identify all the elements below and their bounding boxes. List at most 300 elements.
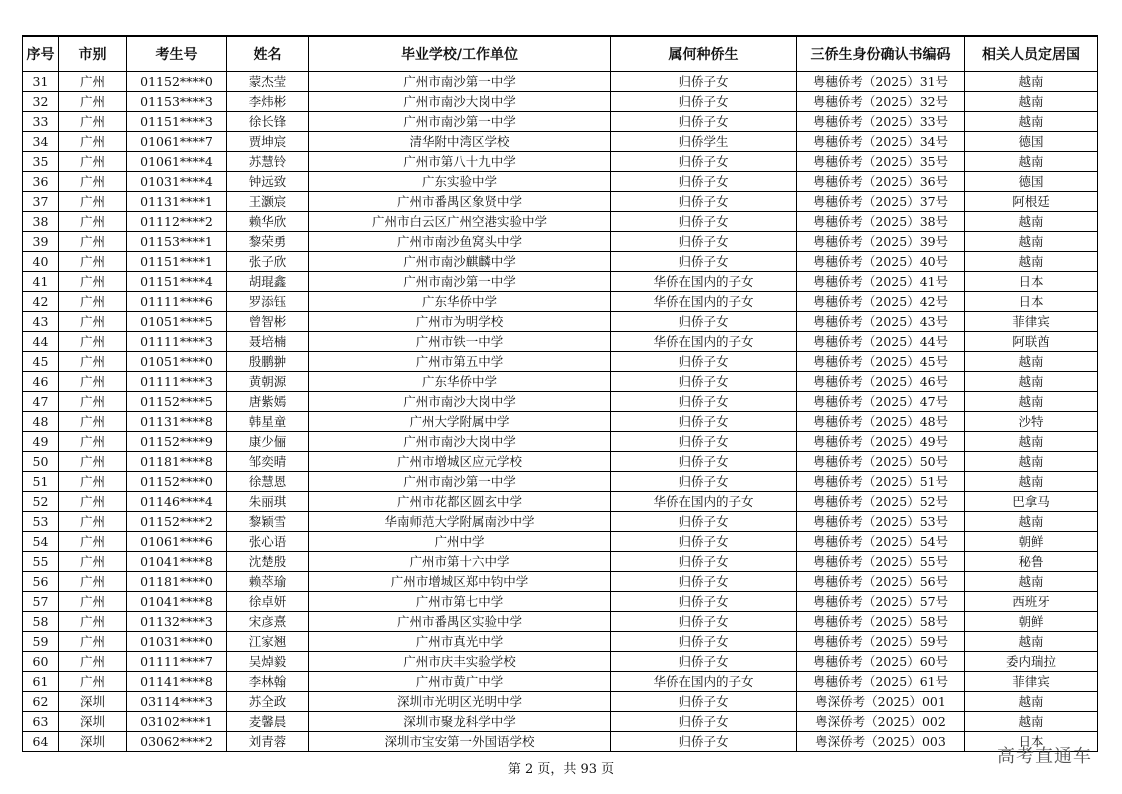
table-row bbox=[23, 592, 1098, 612]
cell-settled-country: 朝鲜 bbox=[965, 612, 1098, 632]
cell-school: 广州大学附属中学 bbox=[309, 412, 611, 432]
cell-certificate-code: 粤穗侨考（2025）60号 bbox=[797, 652, 965, 672]
cell-name: 吴焯毅 bbox=[227, 652, 309, 672]
cell-school: 广州市南沙第一中学 bbox=[309, 112, 611, 132]
table-row bbox=[23, 112, 1098, 132]
cell-candidate-number: 01151****4 bbox=[127, 272, 227, 292]
cell-overseas-type: 归侨子女 bbox=[611, 632, 797, 652]
cell-overseas-type: 归侨子女 bbox=[611, 72, 797, 92]
cell-candidate-number: 01111****3 bbox=[127, 372, 227, 392]
cell-certificate-code: 粤穗侨考（2025）49号 bbox=[797, 432, 965, 452]
cell-candidate-number: 03114****3 bbox=[127, 692, 227, 712]
cell-candidate-number: 01152****2 bbox=[127, 512, 227, 532]
cell-overseas-type: 归侨子女 bbox=[611, 412, 797, 432]
cell-certificate-code: 粤穗侨考（2025）52号 bbox=[797, 492, 965, 512]
cell-school: 广州市第十六中学 bbox=[309, 552, 611, 572]
cell-school: 广州中学 bbox=[309, 532, 611, 552]
cell-settled-country: 越南 bbox=[965, 232, 1098, 252]
cell-name: 邹奕晴 bbox=[227, 452, 309, 472]
cell-settled-country: 阿联酋 bbox=[965, 332, 1098, 352]
table-row bbox=[23, 152, 1098, 172]
table-row bbox=[23, 212, 1098, 232]
cell-city: 广州 bbox=[59, 312, 127, 332]
cell-candidate-number: 01041****8 bbox=[127, 592, 227, 612]
table-row bbox=[23, 672, 1098, 692]
cell-settled-country: 越南 bbox=[965, 92, 1098, 112]
cell-serial-number: 45 bbox=[23, 352, 59, 372]
cell-school: 广州市南沙大岗中学 bbox=[309, 392, 611, 412]
cell-name: 沈楚殷 bbox=[227, 552, 309, 572]
cell-certificate-code: 粤穗侨考（2025）40号 bbox=[797, 252, 965, 272]
cell-certificate-code: 粤穗侨考（2025）53号 bbox=[797, 512, 965, 532]
cell-city: 广州 bbox=[59, 572, 127, 592]
cell-overseas-type: 归侨子女 bbox=[611, 192, 797, 212]
cell-serial-number: 33 bbox=[23, 112, 59, 132]
cell-city: 广州 bbox=[59, 432, 127, 452]
cell-settled-country: 越南 bbox=[965, 392, 1098, 412]
cell-candidate-number: 01181****0 bbox=[127, 572, 227, 592]
table-row bbox=[23, 92, 1098, 112]
cell-city: 广州 bbox=[59, 172, 127, 192]
cell-candidate-number: 01061****4 bbox=[127, 152, 227, 172]
cell-settled-country: 越南 bbox=[965, 692, 1098, 712]
cell-serial-number: 58 bbox=[23, 612, 59, 632]
table-body bbox=[23, 72, 1098, 752]
cell-school: 广州市增城区郑中钧中学 bbox=[309, 572, 611, 592]
cell-city: 广州 bbox=[59, 292, 127, 312]
cell-name: 张子欣 bbox=[227, 252, 309, 272]
cell-serial-number: 52 bbox=[23, 492, 59, 512]
cell-city: 广州 bbox=[59, 472, 127, 492]
cell-candidate-number: 01041****8 bbox=[127, 552, 227, 572]
cell-certificate-code: 粤穗侨考（2025）58号 bbox=[797, 612, 965, 632]
cell-certificate-code: 粤穗侨考（2025）35号 bbox=[797, 152, 965, 172]
cell-serial-number: 57 bbox=[23, 592, 59, 612]
cell-certificate-code: 粤深侨考（2025）002 bbox=[797, 712, 965, 732]
cell-settled-country: 越南 bbox=[965, 572, 1098, 592]
cell-name: 黎荣勇 bbox=[227, 232, 309, 252]
table-row bbox=[23, 72, 1098, 92]
cell-name: 胡琨鑫 bbox=[227, 272, 309, 292]
table-row bbox=[23, 372, 1098, 392]
cell-certificate-code: 粤穗侨考（2025）43号 bbox=[797, 312, 965, 332]
table-row bbox=[23, 392, 1098, 412]
cell-school: 深圳市聚龙科学中学 bbox=[309, 712, 611, 732]
cell-name: 赖萃瑜 bbox=[227, 572, 309, 592]
cell-settled-country: 日本 bbox=[965, 732, 1098, 752]
cell-settled-country: 越南 bbox=[965, 252, 1098, 272]
cell-school: 广州市南沙第一中学 bbox=[309, 72, 611, 92]
cell-name: 蒙杰莹 bbox=[227, 72, 309, 92]
cell-school: 广州市南沙鱼窝头中学 bbox=[309, 232, 611, 252]
cell-school: 广东华侨中学 bbox=[309, 372, 611, 392]
cell-city: 广州 bbox=[59, 652, 127, 672]
cell-candidate-number: 03062****2 bbox=[127, 732, 227, 752]
cell-school: 清华附中湾区学校 bbox=[309, 132, 611, 152]
cell-school: 广州市真光中学 bbox=[309, 632, 611, 652]
table-row bbox=[23, 272, 1098, 292]
cell-candidate-number: 01112****2 bbox=[127, 212, 227, 232]
cell-certificate-code: 粤穗侨考（2025）32号 bbox=[797, 92, 965, 112]
header-settled-country: 相关人员定居国 bbox=[965, 36, 1098, 72]
cell-certificate-code: 粤穗侨考（2025）41号 bbox=[797, 272, 965, 292]
cell-settled-country: 越南 bbox=[965, 112, 1098, 132]
cell-school: 广州市白云区广州空港实验中学 bbox=[309, 212, 611, 232]
cell-certificate-code: 粤穗侨考（2025）44号 bbox=[797, 332, 965, 352]
table-row bbox=[23, 312, 1098, 332]
cell-settled-country: 德国 bbox=[965, 172, 1098, 192]
cell-certificate-code: 粤穗侨考（2025）55号 bbox=[797, 552, 965, 572]
cell-certificate-code: 粤穗侨考（2025）42号 bbox=[797, 292, 965, 312]
cell-settled-country: 日本 bbox=[965, 292, 1098, 312]
cell-school: 广州市花都区圆玄中学 bbox=[309, 492, 611, 512]
table-row bbox=[23, 332, 1098, 352]
cell-certificate-code: 粤穗侨考（2025）37号 bbox=[797, 192, 965, 212]
cell-name: 麦馨晨 bbox=[227, 712, 309, 732]
cell-serial-number: 48 bbox=[23, 412, 59, 432]
cell-school: 深圳市宝安第一外国语学校 bbox=[309, 732, 611, 752]
cell-name: 李炜彬 bbox=[227, 92, 309, 112]
cell-city: 广州 bbox=[59, 72, 127, 92]
table-row bbox=[23, 732, 1098, 752]
table-header-row bbox=[23, 36, 1098, 72]
cell-candidate-number: 01061****6 bbox=[127, 532, 227, 552]
cell-name: 聂培楠 bbox=[227, 332, 309, 352]
cell-certificate-code: 粤穗侨考（2025）33号 bbox=[797, 112, 965, 132]
cell-settled-country: 越南 bbox=[965, 632, 1098, 652]
cell-serial-number: 56 bbox=[23, 572, 59, 592]
cell-settled-country: 越南 bbox=[965, 352, 1098, 372]
cell-serial-number: 64 bbox=[23, 732, 59, 752]
cell-serial-number: 63 bbox=[23, 712, 59, 732]
cell-overseas-type: 归侨子女 bbox=[611, 352, 797, 372]
cell-name: 李林翰 bbox=[227, 672, 309, 692]
cell-overseas-type: 归侨子女 bbox=[611, 432, 797, 452]
cell-city: 广州 bbox=[59, 192, 127, 212]
cell-candidate-number: 01051****0 bbox=[127, 352, 227, 372]
cell-school: 广州市黄广中学 bbox=[309, 672, 611, 692]
overseas-chinese-students-table bbox=[22, 35, 1098, 752]
header-overseas-type: 属何种侨生 bbox=[611, 36, 797, 72]
cell-city: 广州 bbox=[59, 512, 127, 532]
cell-overseas-type: 归侨子女 bbox=[611, 712, 797, 732]
cell-name: 康少俪 bbox=[227, 432, 309, 452]
cell-name: 黎颖雪 bbox=[227, 512, 309, 532]
cell-candidate-number: 01131****1 bbox=[127, 192, 227, 212]
cell-overseas-type: 华侨在国内的子女 bbox=[611, 672, 797, 692]
cell-certificate-code: 粤穗侨考（2025）48号 bbox=[797, 412, 965, 432]
cell-city: 广州 bbox=[59, 272, 127, 292]
cell-overseas-type: 归侨子女 bbox=[611, 512, 797, 532]
cell-overseas-type: 归侨子女 bbox=[611, 232, 797, 252]
cell-settled-country: 菲律宾 bbox=[965, 672, 1098, 692]
header-name: 姓名 bbox=[227, 36, 309, 72]
cell-city: 广州 bbox=[59, 332, 127, 352]
cell-city: 广州 bbox=[59, 92, 127, 112]
table-row bbox=[23, 452, 1098, 472]
cell-settled-country: 沙特 bbox=[965, 412, 1098, 432]
cell-candidate-number: 01152****0 bbox=[127, 472, 227, 492]
cell-school: 广州市南沙大岗中学 bbox=[309, 92, 611, 112]
cell-overseas-type: 归侨子女 bbox=[611, 692, 797, 712]
table-row bbox=[23, 612, 1098, 632]
cell-city: 广州 bbox=[59, 492, 127, 512]
cell-school: 广东实验中学 bbox=[309, 172, 611, 192]
cell-city: 广州 bbox=[59, 592, 127, 612]
cell-overseas-type: 归侨学生 bbox=[611, 132, 797, 152]
cell-serial-number: 36 bbox=[23, 172, 59, 192]
cell-certificate-code: 粤深侨考（2025）001 bbox=[797, 692, 965, 712]
cell-candidate-number: 01152****5 bbox=[127, 392, 227, 412]
cell-city: 深圳 bbox=[59, 692, 127, 712]
cell-certificate-code: 粤穗侨考（2025）47号 bbox=[797, 392, 965, 412]
cell-serial-number: 41 bbox=[23, 272, 59, 292]
header-school: 毕业学校/工作单位 bbox=[309, 36, 611, 72]
cell-candidate-number: 01061****7 bbox=[127, 132, 227, 152]
cell-name: 王灏宸 bbox=[227, 192, 309, 212]
cell-city: 广州 bbox=[59, 632, 127, 652]
cell-overseas-type: 华侨在国内的子女 bbox=[611, 492, 797, 512]
cell-school: 广州市铁一中学 bbox=[309, 332, 611, 352]
cell-serial-number: 42 bbox=[23, 292, 59, 312]
cell-overseas-type: 归侨子女 bbox=[611, 112, 797, 132]
cell-overseas-type: 华侨在国内的子女 bbox=[611, 292, 797, 312]
cell-settled-country: 越南 bbox=[965, 712, 1098, 732]
cell-certificate-code: 粤穗侨考（2025）36号 bbox=[797, 172, 965, 192]
cell-serial-number: 59 bbox=[23, 632, 59, 652]
table-row bbox=[23, 192, 1098, 212]
table-row bbox=[23, 692, 1098, 712]
table-row bbox=[23, 552, 1098, 572]
cell-overseas-type: 归侨子女 bbox=[611, 612, 797, 632]
cell-candidate-number: 01151****3 bbox=[127, 112, 227, 132]
cell-overseas-type: 归侨子女 bbox=[611, 152, 797, 172]
table-row bbox=[23, 632, 1098, 652]
cell-name: 钟远致 bbox=[227, 172, 309, 192]
cell-settled-country: 秘鲁 bbox=[965, 552, 1098, 572]
table-row bbox=[23, 472, 1098, 492]
cell-candidate-number: 01181****8 bbox=[127, 452, 227, 472]
cell-candidate-number: 01131****8 bbox=[127, 412, 227, 432]
cell-city: 广州 bbox=[59, 392, 127, 412]
cell-school: 广州市第五中学 bbox=[309, 352, 611, 372]
table-row bbox=[23, 232, 1098, 252]
header-serial-number: 序号 bbox=[23, 36, 59, 72]
cell-name: 贾坤宸 bbox=[227, 132, 309, 152]
cell-city: 广州 bbox=[59, 232, 127, 252]
cell-serial-number: 34 bbox=[23, 132, 59, 152]
cell-overseas-type: 归侨子女 bbox=[611, 172, 797, 192]
cell-certificate-code: 粤深侨考（2025）003 bbox=[797, 732, 965, 752]
cell-name: 朱丽琪 bbox=[227, 492, 309, 512]
corner-watermark-text: 高考直通车 bbox=[997, 746, 1092, 767]
cell-name: 徐慧恩 bbox=[227, 472, 309, 492]
cell-school: 广州市南沙第一中学 bbox=[309, 472, 611, 492]
table-row bbox=[23, 352, 1098, 372]
cell-certificate-code: 粤穗侨考（2025）31号 bbox=[797, 72, 965, 92]
cell-name: 黄朝源 bbox=[227, 372, 309, 392]
cell-candidate-number: 01152****9 bbox=[127, 432, 227, 452]
cell-overseas-type: 归侨子女 bbox=[611, 92, 797, 112]
cell-certificate-code: 粤穗侨考（2025）50号 bbox=[797, 452, 965, 472]
cell-city: 广州 bbox=[59, 132, 127, 152]
cell-overseas-type: 华侨在国内的子女 bbox=[611, 272, 797, 292]
cell-overseas-type: 归侨子女 bbox=[611, 472, 797, 492]
cell-overseas-type: 归侨子女 bbox=[611, 212, 797, 232]
cell-serial-number: 46 bbox=[23, 372, 59, 392]
cell-candidate-number: 03102****1 bbox=[127, 712, 227, 732]
table-row bbox=[23, 512, 1098, 532]
cell-certificate-code: 粤穗侨考（2025）34号 bbox=[797, 132, 965, 152]
cell-name: 罗添钰 bbox=[227, 292, 309, 312]
cell-name: 赖华欣 bbox=[227, 212, 309, 232]
cell-candidate-number: 01146****4 bbox=[127, 492, 227, 512]
page-footer: 第 2 页，共 93 页 bbox=[507, 762, 615, 777]
cell-school: 广东华侨中学 bbox=[309, 292, 611, 312]
table-row bbox=[23, 432, 1098, 452]
cell-serial-number: 43 bbox=[23, 312, 59, 332]
cell-certificate-code: 粤穗侨考（2025）61号 bbox=[797, 672, 965, 692]
cell-name: 刘青蓉 bbox=[227, 732, 309, 752]
table-row bbox=[23, 492, 1098, 512]
cell-city: 广州 bbox=[59, 252, 127, 272]
cell-settled-country: 德国 bbox=[965, 132, 1098, 152]
table-row bbox=[23, 712, 1098, 732]
cell-school: 广州市南沙麒麟中学 bbox=[309, 252, 611, 272]
cell-name: 徐长锋 bbox=[227, 112, 309, 132]
cell-candidate-number: 01151****1 bbox=[127, 252, 227, 272]
cell-settled-country: 越南 bbox=[965, 372, 1098, 392]
cell-serial-number: 62 bbox=[23, 692, 59, 712]
cell-settled-country: 越南 bbox=[965, 432, 1098, 452]
cell-serial-number: 32 bbox=[23, 92, 59, 112]
cell-serial-number: 61 bbox=[23, 672, 59, 692]
cell-serial-number: 31 bbox=[23, 72, 59, 92]
cell-school: 广州市番禺区实验中学 bbox=[309, 612, 611, 632]
document-table-container bbox=[22, 35, 1098, 752]
table-row bbox=[23, 252, 1098, 272]
cell-settled-country: 巴拿马 bbox=[965, 492, 1098, 512]
cell-city: 广州 bbox=[59, 372, 127, 392]
cell-certificate-code: 粤穗侨考（2025）57号 bbox=[797, 592, 965, 612]
cell-city: 广州 bbox=[59, 112, 127, 132]
cell-name: 殷鹏翀 bbox=[227, 352, 309, 372]
cell-city: 深圳 bbox=[59, 732, 127, 752]
cell-overseas-type: 华侨在国内的子女 bbox=[611, 332, 797, 352]
cell-settled-country: 越南 bbox=[965, 72, 1098, 92]
cell-serial-number: 47 bbox=[23, 392, 59, 412]
cell-candidate-number: 01141****8 bbox=[127, 672, 227, 692]
cell-city: 广州 bbox=[59, 612, 127, 632]
cell-settled-country: 越南 bbox=[965, 472, 1098, 492]
cell-candidate-number: 01132****3 bbox=[127, 612, 227, 632]
cell-candidate-number: 01153****1 bbox=[127, 232, 227, 252]
cell-city: 广州 bbox=[59, 552, 127, 572]
table-row bbox=[23, 412, 1098, 432]
cell-settled-country: 越南 bbox=[965, 212, 1098, 232]
table-row bbox=[23, 292, 1098, 312]
cell-school: 广州市为明学校 bbox=[309, 312, 611, 332]
cell-candidate-number: 01153****3 bbox=[127, 92, 227, 112]
cell-candidate-number: 01051****5 bbox=[127, 312, 227, 332]
cell-serial-number: 60 bbox=[23, 652, 59, 672]
cell-serial-number: 53 bbox=[23, 512, 59, 532]
cell-overseas-type: 归侨子女 bbox=[611, 552, 797, 572]
cell-certificate-code: 粤穗侨考（2025）51号 bbox=[797, 472, 965, 492]
cell-serial-number: 50 bbox=[23, 452, 59, 472]
cell-serial-number: 44 bbox=[23, 332, 59, 352]
table-row bbox=[23, 172, 1098, 192]
cell-city: 深圳 bbox=[59, 712, 127, 732]
cell-school: 深圳市光明区光明中学 bbox=[309, 692, 611, 712]
cell-name: 徐卓妍 bbox=[227, 592, 309, 612]
table-row bbox=[23, 572, 1098, 592]
cell-serial-number: 51 bbox=[23, 472, 59, 492]
table-row bbox=[23, 532, 1098, 552]
cell-settled-country: 越南 bbox=[965, 512, 1098, 532]
cell-school: 广州市增城区应元学校 bbox=[309, 452, 611, 472]
cell-overseas-type: 归侨子女 bbox=[611, 252, 797, 272]
cell-name: 宋彦熹 bbox=[227, 612, 309, 632]
cell-city: 广州 bbox=[59, 532, 127, 552]
cell-name: 曾智彬 bbox=[227, 312, 309, 332]
cell-settled-country: 越南 bbox=[965, 152, 1098, 172]
header-certificate-code: 三侨生身份确认书编码 bbox=[797, 36, 965, 72]
header-candidate-number: 考生号 bbox=[127, 36, 227, 72]
cell-serial-number: 54 bbox=[23, 532, 59, 552]
cell-overseas-type: 归侨子女 bbox=[611, 652, 797, 672]
cell-candidate-number: 01111****3 bbox=[127, 332, 227, 352]
cell-candidate-number: 01031****0 bbox=[127, 632, 227, 652]
cell-overseas-type: 归侨子女 bbox=[611, 392, 797, 412]
cell-school: 华南师范大学附属南沙中学 bbox=[309, 512, 611, 532]
table-row bbox=[23, 132, 1098, 152]
cell-school: 广州市庆丰实验学校 bbox=[309, 652, 611, 672]
cell-school: 广州市第八十九中学 bbox=[309, 152, 611, 172]
cell-name: 唐紫嫣 bbox=[227, 392, 309, 412]
cell-candidate-number: 01031****4 bbox=[127, 172, 227, 192]
cell-overseas-type: 归侨子女 bbox=[611, 312, 797, 332]
cell-city: 广州 bbox=[59, 672, 127, 692]
cell-overseas-type: 归侨子女 bbox=[611, 372, 797, 392]
cell-certificate-code: 粤穗侨考（2025）38号 bbox=[797, 212, 965, 232]
cell-serial-number: 35 bbox=[23, 152, 59, 172]
cell-name: 苏全政 bbox=[227, 692, 309, 712]
cell-serial-number: 38 bbox=[23, 212, 59, 232]
cell-candidate-number: 01152****0 bbox=[127, 72, 227, 92]
cell-overseas-type: 归侨子女 bbox=[611, 592, 797, 612]
cell-name: 苏慧铃 bbox=[227, 152, 309, 172]
cell-certificate-code: 粤穗侨考（2025）39号 bbox=[797, 232, 965, 252]
cell-city: 广州 bbox=[59, 352, 127, 372]
cell-certificate-code: 粤穗侨考（2025）54号 bbox=[797, 532, 965, 552]
cell-serial-number: 49 bbox=[23, 432, 59, 452]
cell-city: 广州 bbox=[59, 452, 127, 472]
cell-name: 张心语 bbox=[227, 532, 309, 552]
cell-settled-country: 越南 bbox=[965, 452, 1098, 472]
cell-settled-country: 朝鲜 bbox=[965, 532, 1098, 552]
cell-overseas-type: 归侨子女 bbox=[611, 452, 797, 472]
cell-certificate-code: 粤穗侨考（2025）59号 bbox=[797, 632, 965, 652]
cell-serial-number: 40 bbox=[23, 252, 59, 272]
cell-settled-country: 日本 bbox=[965, 272, 1098, 292]
cell-overseas-type: 归侨子女 bbox=[611, 572, 797, 592]
cell-city: 广州 bbox=[59, 152, 127, 172]
cell-school: 广州市南沙第一中学 bbox=[309, 272, 611, 292]
cell-name: 江家翘 bbox=[227, 632, 309, 652]
cell-overseas-type: 归侨子女 bbox=[611, 732, 797, 752]
cell-settled-country: 阿根廷 bbox=[965, 192, 1098, 212]
